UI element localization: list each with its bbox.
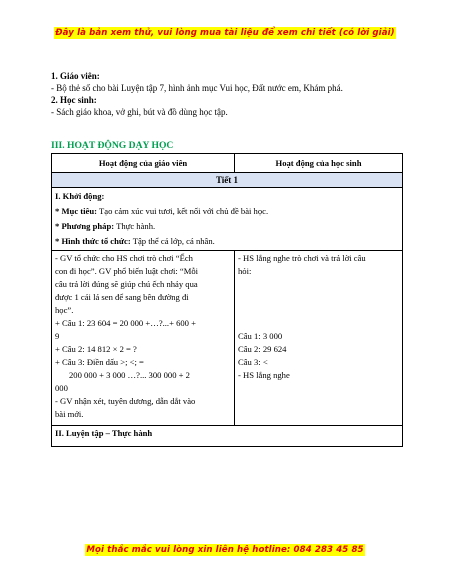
preview-banner-text: Đây là bản xem thử, vui lòng mua tài liệu để xem chi tiết (có lời giải) [55,28,395,38]
teacher-line: - GV tổ chức cho HS chơi trò chơi “Ếch [55,253,193,263]
period-label: Tiết 1 [52,173,403,188]
warmup-form [55,234,399,249]
student-line: hỏi: [238,266,252,276]
teacher-item: - Bộ thẻ số cho bài Luyện tập 7, hình ảnh mục Vui học, Đất nước em, Khám phá. [51,83,343,93]
method-label: * Phương pháp: [55,221,115,231]
teacher-line: được 1 cái lá sen để sang bên đường đi [55,292,189,302]
hotline-banner [0,545,450,555]
teacher-line: con đi học”. GV phổ biến luật chơi: “Mỗi [55,266,199,276]
teacher-line: + Câu 3: Điền dấu >; <; = [55,357,144,367]
table-header-row [52,154,403,173]
teacher-line: 000 [55,383,68,393]
activity-table [51,153,403,447]
teacher-line: + Câu 2: 14 812 × 2 = ? [55,344,137,354]
goal-label: * Mục tiêu: [55,206,98,216]
student-line: - HS lắng nghe [238,370,290,380]
student-heading: 2. Học sinh: [51,95,97,105]
preview-banner [0,28,450,38]
warmup-method [55,219,399,234]
activity-row [52,251,403,426]
teacher-line: 9 [55,331,60,341]
warmup-cell [52,188,403,251]
hotline-banner-text: Mọi thắc mắc vui lòng xin liên hệ hotline: 084 283 45 85 [86,545,364,555]
student-line: Câu 3: < [238,357,268,367]
practice-row [52,426,403,447]
header-student: Hoạt động của học sinh [235,154,403,173]
practice-title-text: II. Luyện tập – Thực hành [55,428,153,438]
student-line: Câu 1: 3 000 [238,331,283,341]
teacher-line: học”. [55,305,74,315]
section-title: III. HOẠT ĐỘNG DẠY HỌC [51,140,174,151]
form-text: Tập thể cả lớp, cá nhân. [130,236,215,246]
header-teacher: Hoạt động của giáo viên [52,154,235,173]
period-row [52,173,403,188]
teacher-line: 200 000 + 3 000 …?... 300 000 + 2 [69,370,190,380]
student-item: - Sách giáo khoa, vở ghi, bút và đồ dùng học tập. [51,107,228,117]
warmup-goal [55,204,399,219]
student-line: Câu 2: 29 624 [238,344,287,354]
teacher-line: câu trả lời đúng sẽ giúp chú ếch nhảy qua [55,279,198,289]
teacher-line: + Câu 1: 23 604 = 20 000 +…?...+ 600 + [55,318,196,328]
goal-text: Tạo cảm xúc vui tươi, kết nối với chủ đề bài học. [97,206,269,216]
student-activity-cell [235,251,403,426]
form-label: * Hình thức tổ chức: [55,236,131,246]
student-spacer [238,278,399,330]
teacher-heading: 1. Giáo viên: [51,71,100,81]
teacher-line: bài mới. [55,409,84,419]
method-text: Thực hành. [114,221,156,231]
warmup-title: I. Khởi động: [55,191,105,201]
warmup-row [52,188,403,251]
student-line: - HS lắng nghe trò chơi và trả lời câu [238,253,366,263]
teacher-line: - GV nhận xét, tuyên dương, dẫn dắt vào [55,396,196,406]
teacher-activity-cell [52,251,235,426]
materials-section [51,70,403,118]
practice-title [52,426,403,447]
